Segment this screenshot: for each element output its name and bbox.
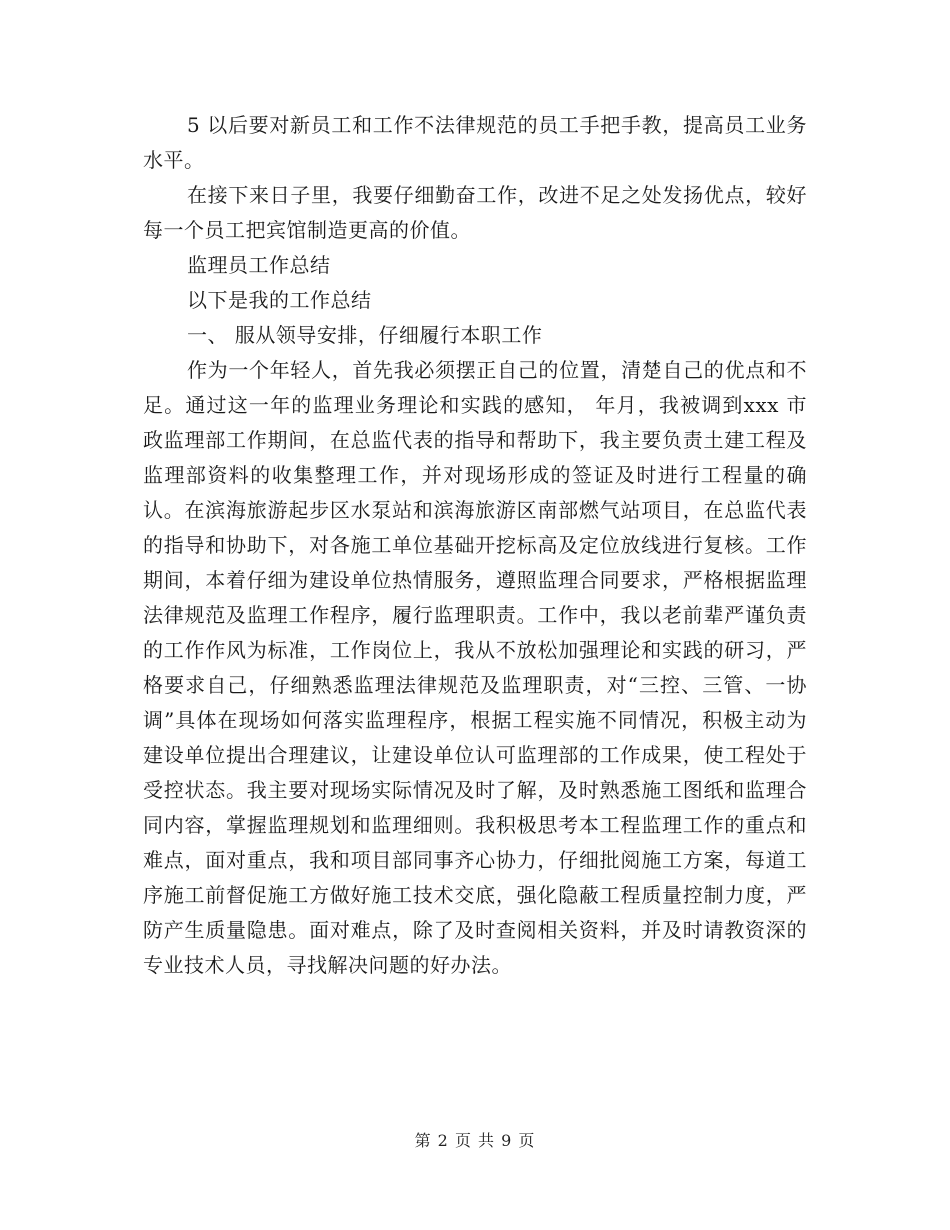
subsection-heading: 一、 服从领导安排，仔细履行本职工作 xyxy=(187,323,543,347)
paragraph-main-body: 作为一个年轻人，首先我必须摆正自己的位置，清楚自己的优点和不足。通过这一年的监理业务理论和实践的感知， 年月，我被调到xxx 市政监理部工作期间，在总监代表的指导和帮助下，我主要负责土建工程及监理部资料的收集整理工作，并对现场形成的签证及时进行工程量的确认。在滨海旅游起步区水泵站和滨海旅游区南部燃气站项目，在总监代表的指导和协助下，对各施工单位基础开挖标高及定位放线进行复核。工作期间，本着仔细为建设单位热情服务，遵照监理合同要求，严格根据监理法律规范及监理工作程序，履行监理职责。工作中，我以老前辈严谨负责的工作作风为标准，工作岗位上，我从不放松加强理论和实践的研习，严格要求自己，仔细熟悉监理法律规范及监理职责，对“三控、三管、一协调”具体在现场如何落实监理程序，根据工程实施不同情况，积极主动为建设单位提出合理建议，让建设单位认可监理部的工作成果，使工程处于受控状态。我主要对现场实际情况及时了解，及时熟悉施工图纸和监理合同内容，掌握监理规划和监理细则。我积极思考本工程监理工作的重点和难点，面对重点，我和项目部同事齐心协力，仔细批阅施工方案，每道工序施工前督促施工方做好施工技术交底，强化隐蔽工程质量控制力度，严防产生质量隐患。面对难点，除了及时查阅相关资料，并及时请教资深的专业技术人员，寻找解决问题的好办法。 xyxy=(143,358,807,977)
paragraph-staff-training: 5 以后要对新员工和工作不法律规范的员工手把手教，提高员工业务水平。 xyxy=(143,113,807,172)
intro-line: 以下是我的工作总结 xyxy=(187,288,372,312)
paragraph-future-work: 在接下来日子里，我要仔细勤奋工作，改进不足之处发扬优点，较好每一个员工把宾馆制造更高的价值。 xyxy=(143,183,807,242)
document-body xyxy=(143,108,807,983)
page-number-footer: 第 2 页 共 9 页 xyxy=(414,1131,536,1150)
section-title: 监理员工作总结 xyxy=(187,253,331,277)
